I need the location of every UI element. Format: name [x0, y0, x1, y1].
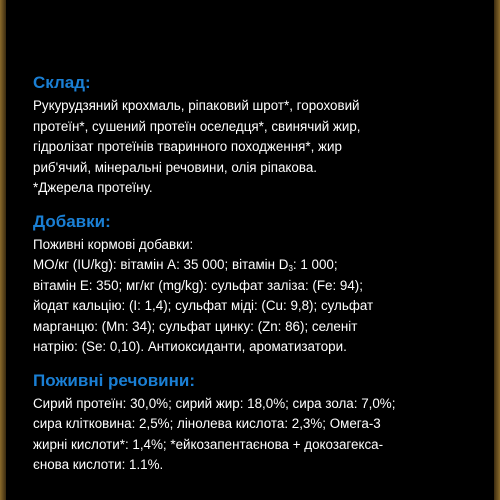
nutrients-line: жирні кислоти*: 1,4%; *ейкозапентаєнова + докозагекса- [33, 436, 384, 452]
composition-line: риб'ячий, мінеральні речовини, олія ріпакова. [33, 159, 317, 175]
composition-line: протеїн*, сушений протеїн оселедця*, свинячий жир, [33, 118, 361, 134]
left-gold-edge [0, 0, 6, 500]
additives-line: Поживні кормові добавки: [33, 236, 194, 252]
nutrients-line: Сирий протеїн: 30,0%; сирий жир: 18,0%; сира зола: 7,0%; [33, 395, 396, 411]
right-gold-edge [494, 0, 500, 500]
composition-line: гідролізат протеїнів тваринного походження*, жир [33, 139, 342, 154]
composition-line: Рукурудзяний крохмаль, ріпаковий шрот*, гороховий [33, 98, 360, 113]
additives-line-text: : 1 000; [292, 257, 338, 272]
composition-footnote: *Джерела протеїну. [33, 180, 153, 195]
nutrients-heading: Поживні речовини: [33, 370, 195, 390]
label-content [33, 72, 473, 488]
additives-line-text: МО/кг (IU/kg): вітамін А: 35 000; вітамін D [33, 257, 289, 272]
vitamin-d-subscript: 3 [288, 264, 293, 273]
composition-heading: Склад: [33, 73, 91, 92]
additives-line: вітамін Е: 350; мг/кг (mg/kg): сульфат заліза: (Fe: 94); [33, 277, 363, 293]
nutrients-line: сира клітковина: 2,5%; лінолева кислота: 2,3%; Омега-3 [33, 416, 381, 431]
additives-heading: Добавки: [33, 211, 111, 231]
additives-section [33, 211, 473, 358]
nutrients-section [33, 370, 473, 476]
composition-section [33, 72, 473, 199]
additives-line: натрію: (Se: 0,10). Антиоксиданти, ароматизатори. [33, 339, 347, 354]
nutrients-line: єнова кислоти: 1.1%. [33, 457, 164, 472]
additives-line: марганцю: (Mn: 34); сульфат цинку: (Zn: 86); селеніт [33, 318, 358, 334]
additives-line: йодат кальцію: (I: 1,4); сульфат міді: (Cu: 9,8); сульфат [33, 298, 374, 313]
additives-vitamins-line [33, 255, 473, 276]
